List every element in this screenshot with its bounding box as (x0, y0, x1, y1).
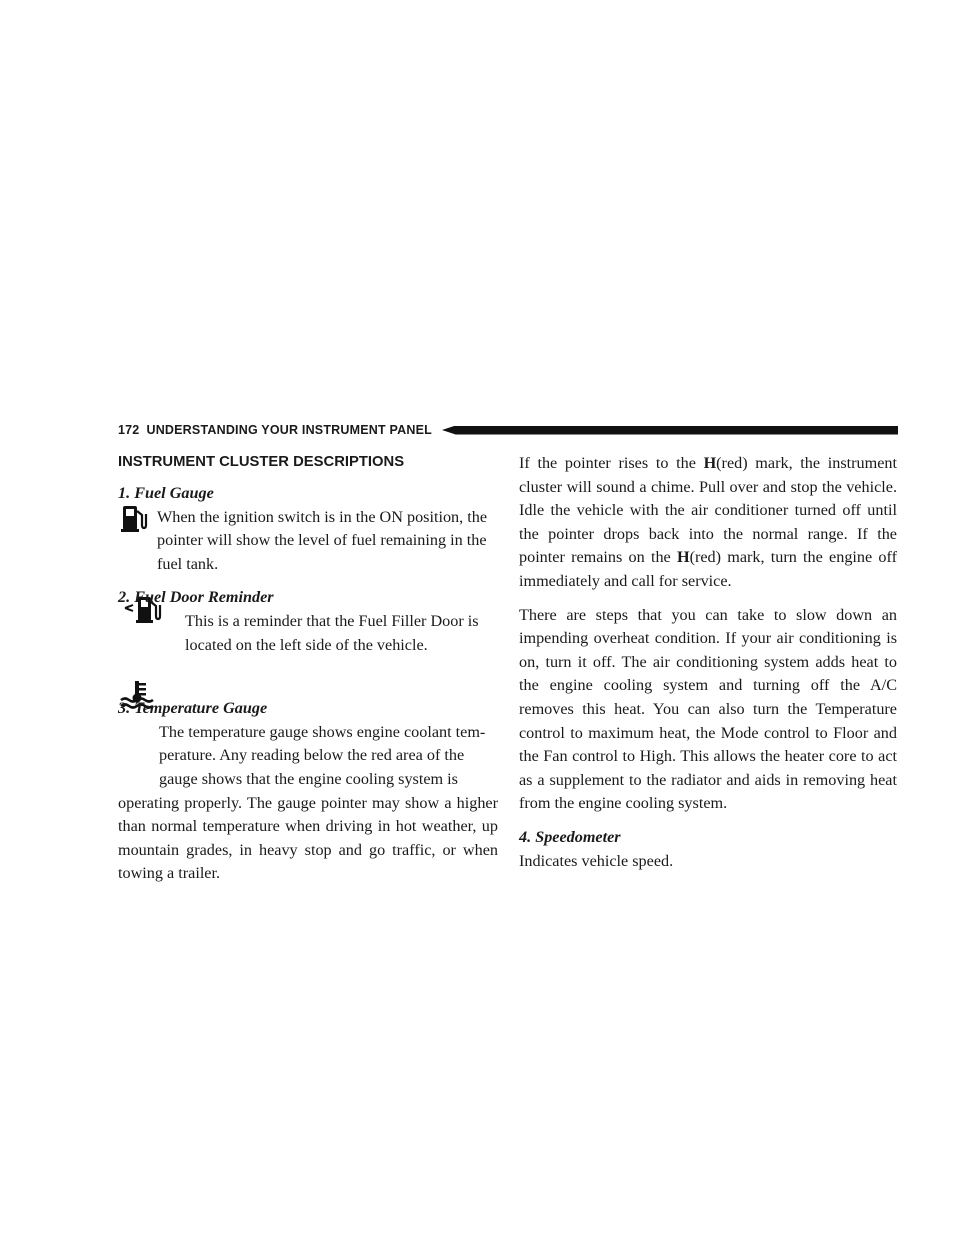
fuel-gauge-line: pointer will show the level of fuel remaining in the (157, 531, 487, 550)
fuel-door-line: located on the left side of the vehicle. (185, 635, 428, 654)
page-header (118, 422, 898, 438)
right-column (519, 452, 897, 873)
red-mark-h: H (676, 548, 690, 567)
fuel-door-line: This is a reminder that the Fuel Filler Door is (185, 611, 479, 630)
page-number: 172 (118, 423, 140, 437)
temperature-gauge-body: operating properly. The gauge pointer may show a higher than normal temperature when driving in hot weather, up mountain grades, in heavy stop and go traffic, or when towing a trailer. (118, 793, 498, 883)
fuel-gauge-line: fuel tank. (157, 554, 219, 573)
left-column (118, 452, 498, 886)
temperature-gauge-heading: 3. Temperature Gauge (118, 699, 268, 718)
header-rule (442, 426, 898, 435)
section-title: INSTRUMENT CLUSTER DESCRIPTIONS (118, 454, 405, 470)
fuel-gauge-heading: 1. Fuel Gauge (118, 484, 214, 502)
fuel-gauge-line: When the ignition switch is in the ON position, the (157, 507, 488, 526)
red-mark-h: H (703, 454, 717, 472)
chapter-title: UNDERSTANDING YOUR INSTRUMENT PANEL (146, 423, 432, 437)
temperature-gauge-line: perature. Any reading below the red area of the (159, 746, 465, 765)
slow-overheat-paragraph: There are steps that you can take to slow down an impending overheat condition. If your air conditioning is on, turn it off. The air conditioning system adds heat to the engine cooling system and turning off the A/C removes this heat. You can also turn the Temperature control to maximum heat, the Mode control to Floor and the Fan control to High. This allows the heater core to act as a supplement to the radiator and aids in removing heat from the engine cooling system. (519, 605, 897, 813)
speedometer-heading: 4. Speedometer (519, 827, 621, 846)
temperature-gauge-line: gauge shows that the engine cooling system is (159, 769, 458, 788)
overheat-paragraph: If the pointer rises to the H(red) mark, the instrument cluster will sound a chime. Pull over and stop the vehicle. Idle the vehicle with the air conditioner turned off until the pointer drops back into the normal range. If the pointer remains on the H(red) mark, turn the engine off immediately and call for service. (519, 454, 898, 590)
temperature-gauge-line: The temperature gauge shows engine coolant tem- (159, 722, 486, 741)
fuel-door-heading: 2. Fuel Door Reminder (118, 588, 274, 607)
speedometer-text: Indicates vehicle speed. (519, 851, 674, 870)
